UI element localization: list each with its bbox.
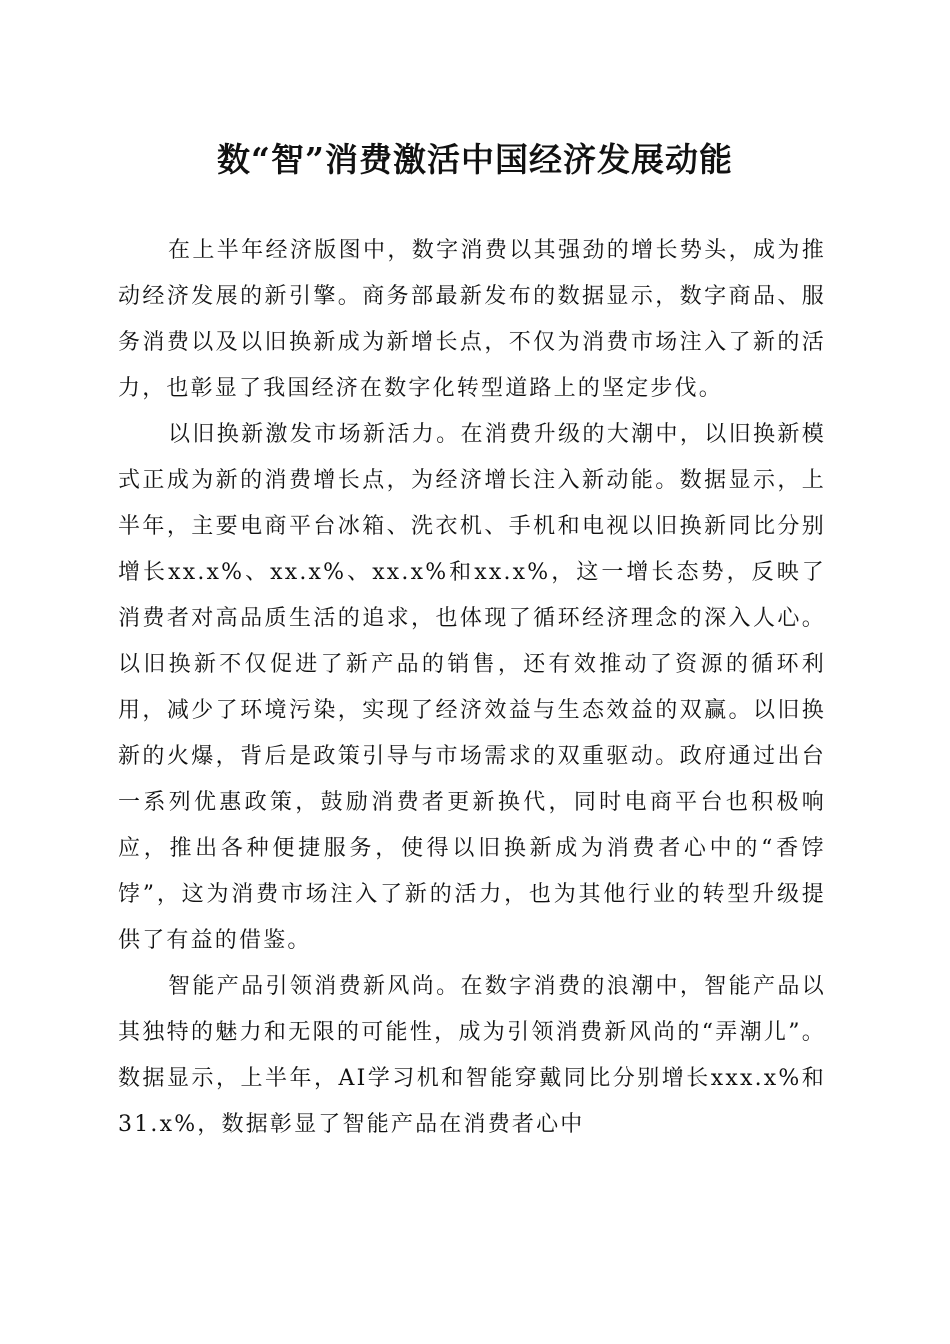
paragraph-1: 在上半年经济版图中，数字消费以其强劲的增长势头，成为推动经济发展的新引擎。商务部最新发布的数据显示，数字商品、服务消费以及以旧换新成为新增长点，不仅为消费市场注入了新的活力，也彰显了我国经济在数字化转型道路上的坚定步伐。 — [118, 238, 826, 401]
document-title: 数“智”消费激活中国经济发展动能 — [217, 140, 733, 179]
paragraph-3: 智能产品引领消费新风尚。在数字消费的浪潮中，智能产品以其独特的魅力和无限的可能性，成为引领消费新风尚的“弄潮儿”。数据显示，上半年，AI学习机和智能穿戴同比分别增长xxx.x%和31.x%，数据彰显了智能产品在消费者心中 — [118, 974, 826, 1137]
document-body — [118, 228, 826, 1148]
paragraph-2: 以旧换新激发市场新活力。在消费升级的大潮中，以旧换新模式正成为新的消费增长点，为经济增长注入新动能。数据显示，上半年，主要电商平台冰箱、洗衣机、手机和电视以旧换新同比分别增长xx.x%、xx.x%、xx.x%和xx.x%，这一增长态势，反映了消费者对高品质生活的追求，也体现了循环经济理念的深入人心。以旧换新不仅促进了新产品的销售，还有效推动了资源的循环利用，减少了环境污染，实现了经济效益与生态效益的双赢。以旧换新的火爆，背后是政策引导与市场需求的双重驱动。政府通过出台一系列优惠政策，鼓励消费者更新换代，同时电商平台也积极响应，推出各种便捷服务，使得以旧换新成为消费者心中的“香饽饽”，这为消费市场注入了新的活力，也为其他行业的转型升级提供了有益的借鉴。 — [118, 422, 826, 953]
